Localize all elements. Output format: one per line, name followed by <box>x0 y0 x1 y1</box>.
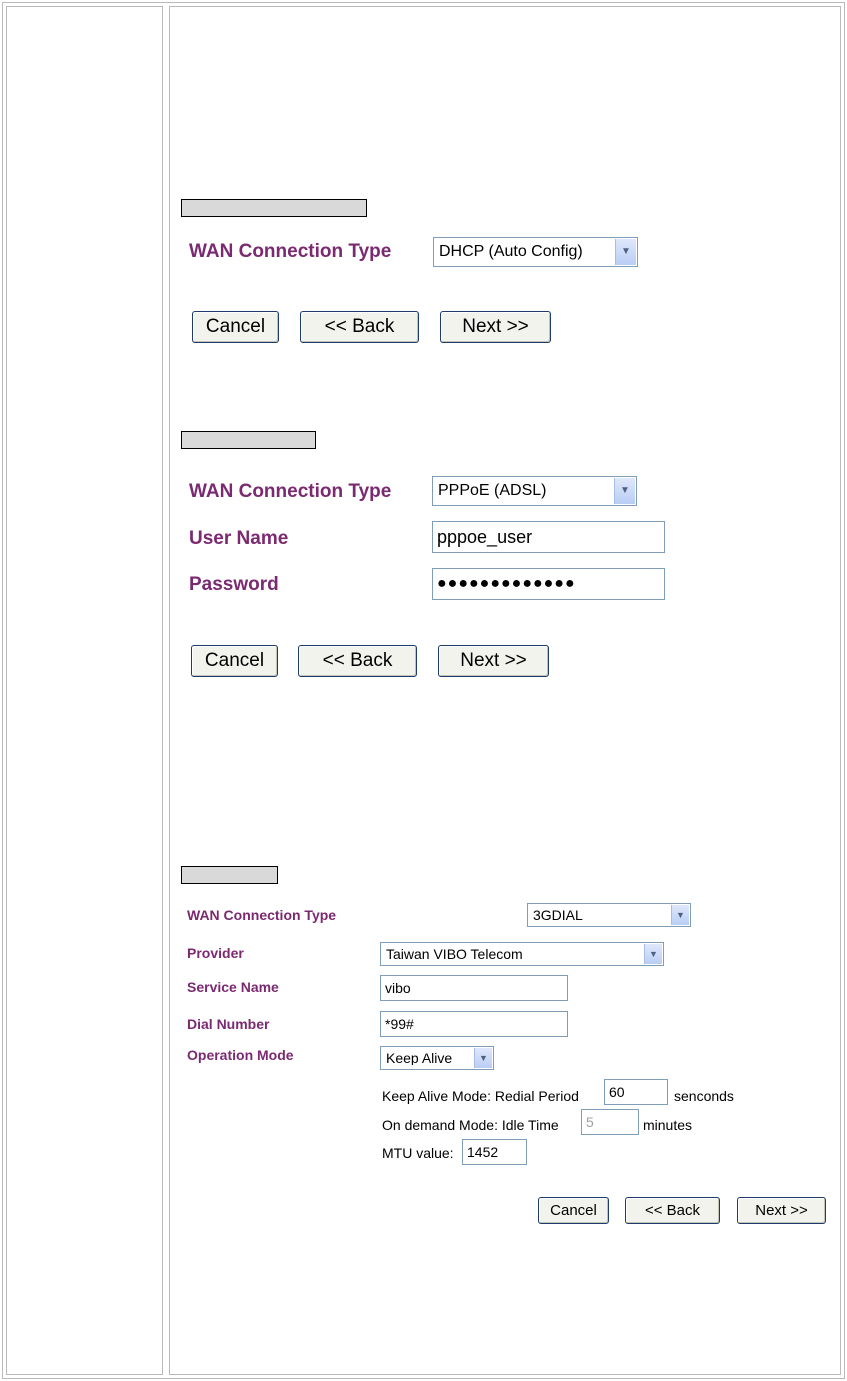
wan-connection-type-label: WAN Connection Type <box>189 241 392 262</box>
dial-number-label: Dial Number <box>187 1016 270 1032</box>
service-name-field[interactable]: vibo <box>380 975 568 1001</box>
chevron-down-icon: ▼ <box>671 905 689 925</box>
next-button[interactable]: Next >> <box>438 645 549 677</box>
password-field[interactable]: ●●●●●●●●●●●●● <box>432 568 665 600</box>
operation-mode-label: Operation Mode <box>187 1047 294 1063</box>
redial-period-unit: senconds <box>674 1088 734 1104</box>
password-label: Password <box>189 574 279 595</box>
idle-time-field[interactable]: 5 <box>581 1109 639 1135</box>
select-value: Keep Alive <box>386 1051 453 1065</box>
chevron-down-icon: ▼ <box>644 944 662 964</box>
section-label-3g <box>181 866 278 884</box>
chevron-down-icon: ▼ <box>615 239 636 265</box>
idle-time-unit: minutes <box>643 1117 693 1133</box>
select-value: PPPoE (ADSL) <box>438 483 547 499</box>
user-name-label: User Name <box>189 528 289 549</box>
wan-connection-type-select[interactable] <box>432 476 637 506</box>
cancel-button[interactable]: Cancel <box>538 1197 609 1224</box>
provider-label: Provider <box>187 945 244 961</box>
operation-mode-select[interactable] <box>380 1046 494 1070</box>
dial-number-field[interactable]: *99# <box>380 1011 568 1037</box>
wan-connection-type-select[interactable] <box>527 903 691 927</box>
next-button[interactable]: Next >> <box>737 1197 826 1224</box>
next-button[interactable]: Next >> <box>440 311 551 343</box>
back-button[interactable]: << Back <box>625 1197 720 1224</box>
mtu-label: MTU value: <box>382 1145 454 1161</box>
keep-alive-mode-label: Keep Alive Mode: Redial Period <box>382 1088 579 1104</box>
wan-connection-type-label: WAN Connection Type <box>189 481 392 502</box>
section-label-pppoe <box>181 431 316 449</box>
service-name-label: Service Name <box>187 979 279 995</box>
provider-select[interactable] <box>380 942 664 966</box>
chevron-down-icon: ▼ <box>614 478 635 504</box>
on-demand-mode-label: On demand Mode: Idle Time <box>382 1117 559 1133</box>
chevron-down-icon: ▼ <box>474 1048 492 1068</box>
redial-period-field[interactable]: 60 <box>604 1079 668 1105</box>
section-label-dhcp <box>181 199 367 217</box>
left-column-frame <box>6 6 163 1375</box>
mtu-field[interactable]: 1452 <box>462 1139 527 1165</box>
back-button[interactable]: << Back <box>300 311 419 343</box>
user-name-field[interactable]: pppoe_user <box>432 521 665 553</box>
wan-connection-type-label: WAN Connection Type <box>187 907 337 923</box>
cancel-button[interactable]: Cancel <box>191 645 278 677</box>
cancel-button[interactable]: Cancel <box>192 311 279 343</box>
select-value: 3GDIAL <box>533 908 583 922</box>
select-value: Taiwan VIBO Telecom <box>386 947 523 961</box>
back-button[interactable]: << Back <box>298 645 417 677</box>
wan-connection-type-select[interactable] <box>433 237 638 267</box>
select-value: DHCP (Auto Config) <box>439 244 583 260</box>
